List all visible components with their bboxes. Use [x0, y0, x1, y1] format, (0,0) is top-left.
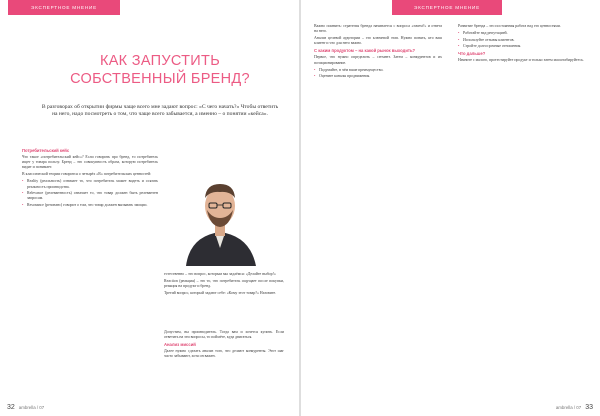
list-item: • Используйте отзывы клиентов. [458, 38, 586, 43]
page-number: 33 [585, 404, 593, 411]
bullet-list [314, 68, 442, 80]
paragraph: В классической теории говорится о четырёх «R» потребительских ценностей: [22, 172, 152, 177]
column-3 [314, 24, 442, 81]
page-number: 32 [7, 404, 15, 411]
paragraph: Reaction (реакция) – это то, что потребитель ощущает после покупки, реакция на продукт и бренд. [164, 279, 284, 289]
section-heading: Потребительский кейс [22, 148, 70, 153]
title-line-1: КАК ЗАПУСТИТЬ [99, 53, 221, 69]
footer-right [556, 404, 593, 411]
rubric-label: ЭКСПЕРТНОЕ МНЕНИЕ [31, 5, 97, 10]
title-line-2: СОБСТВЕННЫЙ БРЕНД? [70, 71, 250, 87]
paragraph: Первое, что нужно определить – сегмент. Затем – конкурентов и их позиционирование. [314, 55, 442, 65]
list-item: • Стройте долгосрочные отношения. [458, 44, 586, 49]
magazine-name: ambrella / 07 [555, 405, 582, 410]
paragraph: Важно помнить: стратегия бренда начинается с вопроса «зачем?» и ответа на него. [314, 24, 442, 34]
rubric-label: ЭКСПЕРТНОЕ МНЕНИЕ [414, 5, 480, 10]
paragraph: Третий вопрос, который задают себе: «Кому этот товар?» Назовите. [164, 291, 277, 296]
footer-left [7, 404, 44, 411]
list-item: • Работайте над репутацией. [458, 31, 586, 36]
section-heading: Анализ миссий [164, 342, 196, 348]
magazine-name: ambrella / 07 [18, 405, 45, 410]
paragraph: Далее нужно сделать анализ того, что делают конкуренты. Этот шаг часто забывают, хотя он важен. [164, 349, 284, 359]
paragraph: Развитие бренда – это постоянная работа над его ценностями. [458, 24, 561, 28]
list-item: • Reality (реальность) означает то, что потребитель может видеть и осязать реальность производства. [22, 179, 158, 189]
paragraph: Начните с малого, протестируйте продукт и только затем масштабируйтесь. [458, 58, 584, 63]
paragraph: естественно – это вопрос, которым мы задаёмся: «Делайте выбор!» [164, 272, 276, 276]
paragraph: Анализ целевой аудитории – это ключевой этап. Нужно понять, кто ваш клиент и что для него важно. [314, 36, 442, 46]
section-rubric-right [392, 0, 502, 15]
section-rubric-left [8, 0, 120, 15]
column-2-bottom [164, 330, 284, 361]
paragraph: Что такое «потребительский кейс»? Если говорить про бренд, то потребитель ищет у товара пользу. Бренд – это совокупность образа, которую потребитель видит и понимает. [22, 155, 158, 170]
bullet-list [22, 179, 158, 207]
section-heading: С каким продуктом – на какой рынок выходить? [314, 48, 416, 54]
list-item: • Relevance (релевантность) означает то, что товар должен быть релевантен запросам. [22, 191, 158, 201]
author-portrait-image [166, 166, 274, 266]
bullet-list [458, 31, 586, 49]
section-heading: Что дальше? [458, 51, 486, 57]
paragraph: Допустим, вы производитель. Тогда вам и хочется купить. Если ответить на эти вопросы, то поймёте, куда двигаться. [164, 330, 284, 340]
right-page [300, 0, 600, 416]
lead-paragraph: В разговорах об открытии фирмы чаще всего мне задают вопрос: «С чего начать?» Чтобы ответить на него, надо посмотреть о том, что чаще всего забывается, а именно – о понятии «кейса». [41, 104, 279, 118]
list-item: • Оцените каналы продвижения. [314, 74, 442, 79]
list-item: • Подумайте, в чём ваше преимущество. [314, 68, 442, 73]
column-1 [22, 148, 158, 210]
author-photo [166, 166, 274, 266]
article-title [60, 52, 260, 88]
column-2-top [164, 272, 284, 298]
list-item: • Resonance (резонанс) говорит о том, что товар должен вызывать эмоции. [22, 203, 158, 208]
column-4 [458, 24, 586, 66]
